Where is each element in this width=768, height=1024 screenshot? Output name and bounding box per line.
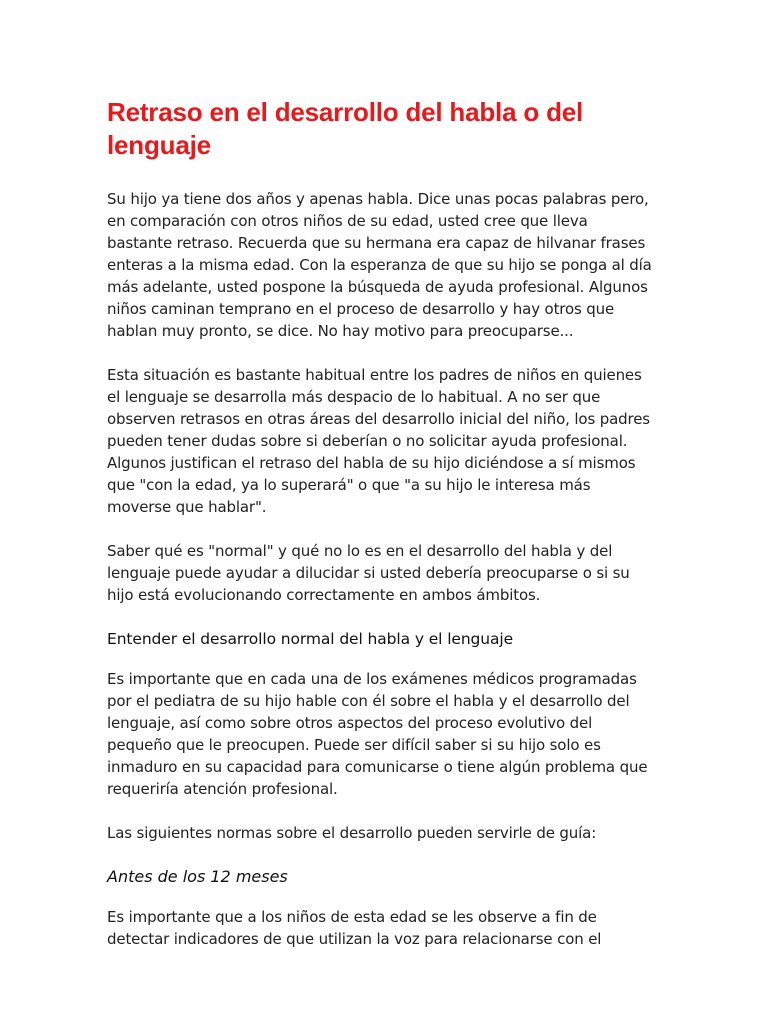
- document-title: Retraso en el desarrollo del habla o del lenguaje: [107, 97, 584, 160]
- paragraph-last: Es importante que a los niños de esta edad se les observe a fin de detectar indicadores de que utilizan la voz para relacionarse con el: [107, 908, 602, 948]
- paragraph-intro-1: Su hijo ya tiene dos años y apenas habla. Dice unas pocas palabras pero, en comparación con otros niños de su edad, usted cree que lleva bastante retraso. Recuerda que su hermana era capaz de hilvanar frases enteras a la misma edad. Con la esperanza de que su hijo se ponga al día más adelante, usted pospone la búsqueda de ayuda profesional. Algunos niños caminan temprano en el proceso de desarrollo y hay otros que hablan muy pronto, se dice. No hay motivo para preocuparse...: [107, 190, 652, 340]
- sub-heading-age: Antes de los 12 meses: [107, 867, 288, 886]
- paragraph-intro-3: Saber qué es "normal" y qué no lo es en el desarrollo del habla y del lenguaje puede ayudar a dilucidar si usted debería preocuparse o si su hijo está evolucionando correctamente en ambos ámbitos.: [107, 542, 630, 604]
- document-page: [107, 96, 652, 972]
- paragraph-section-2: Las siguientes normas sobre el desarrollo pueden servirle de guía:: [107, 824, 597, 842]
- section-heading: Entender el desarrollo normal del habla y el lenguaje: [107, 630, 514, 648]
- paragraph-section-1: Es importante que en cada una de los exámenes médicos programadas por el pediatra de su hijo hable con él sobre el habla y el desarrollo del lenguaje, así como sobre otros aspectos del proceso evolutivo del pequeño que le preocupen. Puede ser difícil saber si su hijo solo es inmaduro en su capacidad para comunicarse o tiene algún problema que requeriría atención profesional.: [107, 670, 648, 798]
- paragraph-intro-2: Esta situación es bastante habitual entre los padres de niños en quienes el lenguaje se desarrolla más despacio de lo habitual. A no ser que observen retrasos en otras áreas del desarrollo inicial del niño, los padres pueden tener dudas sobre si deberían o no solicitar ayuda profesional. Algunos justifican el retraso del habla de su hijo diciéndose a sí mismos que "con la edad, ya lo superará" o que "a su hijo le interesa más moverse que hablar".: [107, 366, 650, 516]
